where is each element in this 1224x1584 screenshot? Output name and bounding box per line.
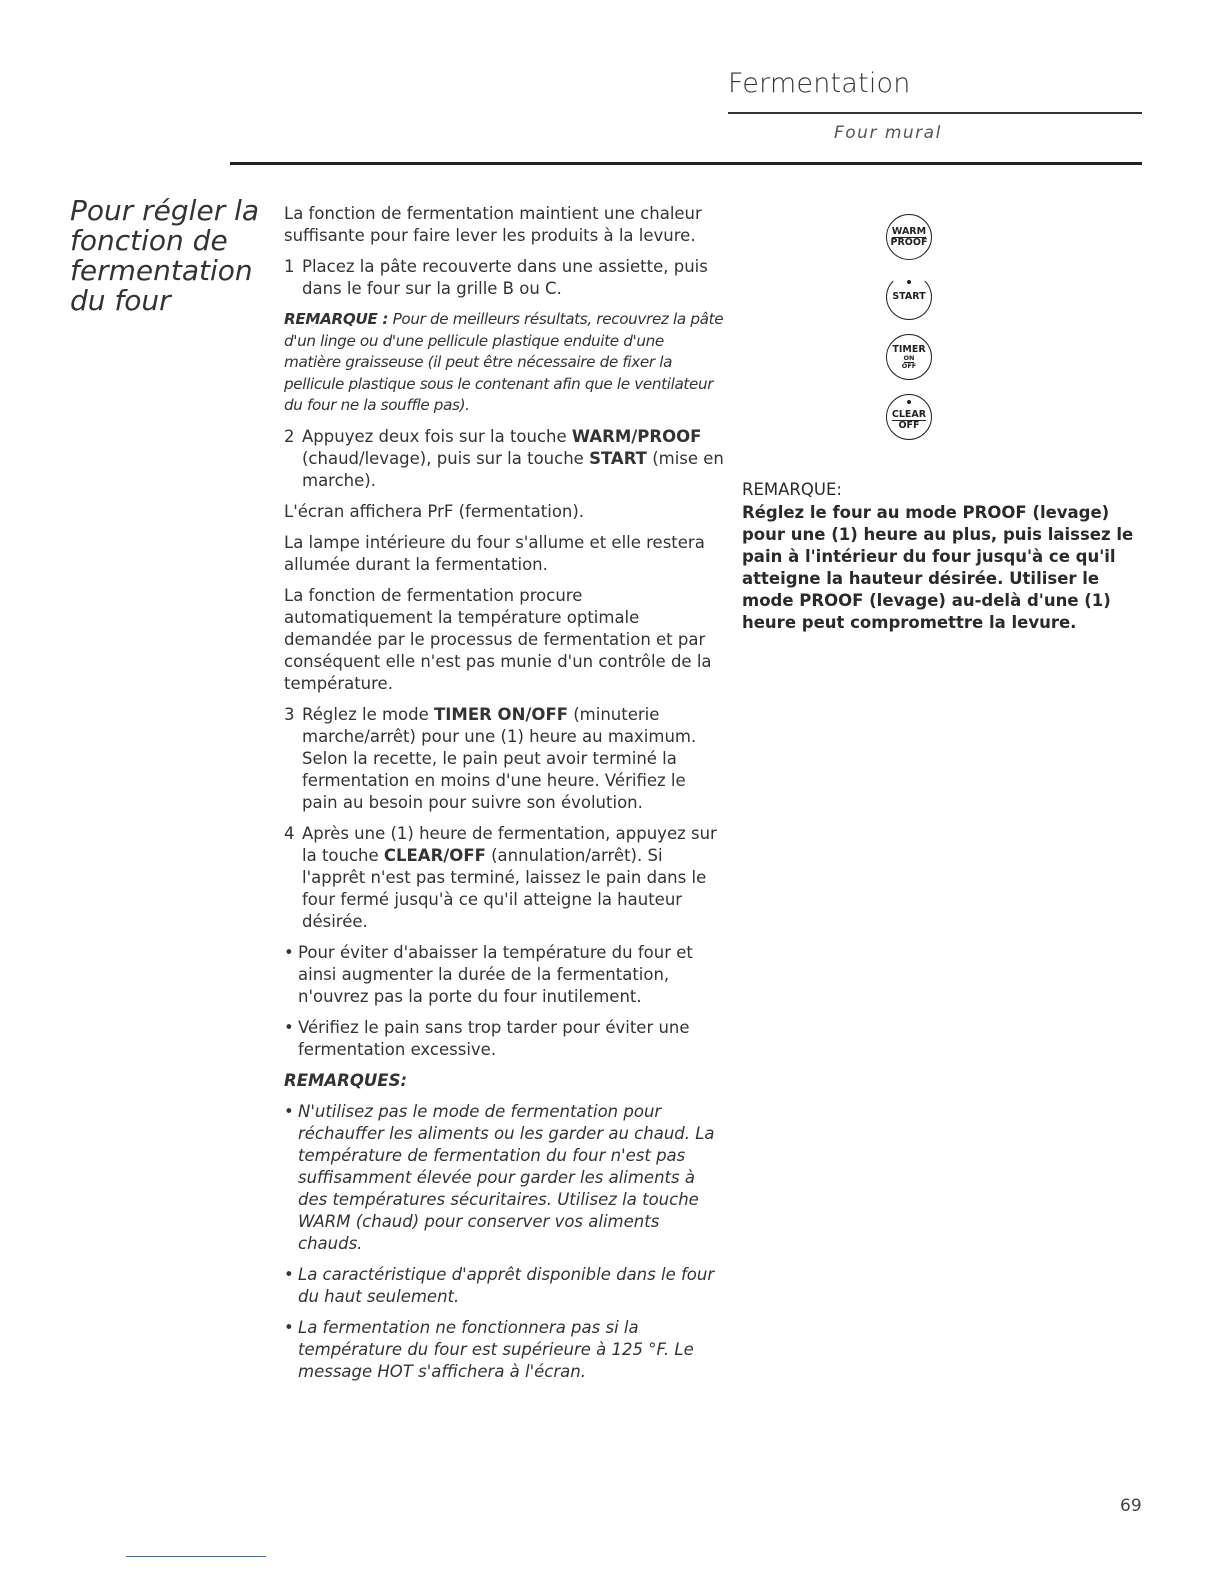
side-heading: Pour régler la fonction de fermentation du four (70, 194, 260, 317)
step-text: Après une (1) heure de fermentation, appuyez sur la touche (302, 823, 717, 865)
intro-paragraph: La fonction de fermentation maintient une chaleur suffisante pour faire lever les produits à la levure. (284, 204, 702, 245)
step-4 (284, 823, 724, 933)
key-label: START (892, 291, 926, 302)
control-keys (886, 214, 934, 454)
auto-paragraph: La fonction de fermentation procure automatiquement la température optimale demandée par le processus de fermentation et par conséquent elle n'est pas munie d'un contrôle de la température. (284, 585, 712, 693)
step-number: 1 (284, 257, 295, 276)
note-remarque (284, 309, 724, 417)
note-text: Pour de meilleurs résultats, recouvrez la pâte d'un linge ou d'une pellicule plastique enduite d'une matière graisseuse (il peut être nécessaire de fixer la pellicule plastique sous le contenant afin que le ventilateur du four ne la souffle pas). (284, 310, 724, 414)
bullet-item (284, 1017, 724, 1061)
step-text: (mise en marche). (302, 448, 724, 490)
key-warm-proof: WARM/PROOF (571, 426, 702, 446)
remarque-text: N'utilisez pas le mode de fermentation pour réchauffer les aliments ou les garder au chaud. La température de fermentation du four n'est pas suffisamment élevée pour garder les aliments à des températures sécuritaires. Utilisez la touche WARM (chaud) pour conserver vos aliments chauds. (298, 1101, 715, 1253)
step-2 (284, 426, 724, 492)
step-number: 3 (284, 704, 295, 724)
step-text: (annulation/arrêt). Si l'apprêt n'est pas terminé, laissez le pain dans le four fermé jusqu'à ce qu'il atteigne la hauteur désirée. (302, 845, 707, 931)
step-3 (284, 704, 724, 814)
remark-heading: REMARQUE: (742, 480, 842, 499)
key-timer: TIMER ON/OFF (434, 704, 568, 724)
bullet-text: Vérifiez le pain sans trop tarder pour éviter une fermentation excessive. (298, 1017, 690, 1059)
lamp-paragraph: La lampe intérieure du four s'allume et elle restera allumée durant la fermentation. (284, 532, 705, 574)
key-start: START (589, 448, 647, 468)
key-label: OFF (898, 419, 920, 431)
start-key-icon (886, 274, 932, 320)
indicator-dot-icon (907, 400, 911, 404)
bullet-item (284, 942, 724, 1008)
step-text: (chaud/levage), puis sur la touche (302, 448, 584, 468)
bullet-text: Pour éviter d'abaisser la température du four et ainsi augmenter la durée de la fermentation, n'ouvrez pas la porte du four inutilement. (298, 942, 693, 1006)
step-text: Appuyez deux fois sur la touche (302, 426, 567, 446)
footer-link-line (126, 1556, 266, 1557)
step-number: 4 (284, 823, 295, 843)
page-number: 69 (1120, 1496, 1142, 1516)
remarque-item (284, 1101, 724, 1255)
key-label: CLEAR (891, 408, 927, 420)
remarque-item (284, 1317, 724, 1383)
bullet-icon: • (284, 1264, 294, 1284)
remarque-item (284, 1264, 724, 1308)
step-text: Réglez le mode (302, 704, 429, 724)
remarques-heading: REMARQUES: (284, 1070, 408, 1090)
step-text: Placez la pâte recouverte dans une assiette, puis dans le four sur la grille B ou C. (302, 257, 708, 298)
key-label: WARM (891, 225, 927, 237)
step-text: (minuterie marche/arrêt) pour une (1) heure au maximum. Selon la recette, le pain peut avoir terminé la fermentation en moins d'une heure. Vérifiez le pain au besoin pour suivre son évolution. (302, 704, 697, 812)
remark-box (742, 479, 1137, 634)
key-clear-off: CLEAR/OFF (383, 845, 486, 865)
remarque-text: La fermentation ne fonctionnera pas si la température du four est supérieure à 125 °F. Le message HOT s'affichera à l'écran. (298, 1317, 694, 1381)
timer-key-icon (886, 334, 932, 380)
indicator-dot-icon (907, 280, 911, 284)
main-rule (230, 162, 1142, 165)
header-rule (728, 112, 1142, 114)
step-1 (284, 256, 724, 300)
key-label: TIMER (892, 343, 926, 355)
remark-body: Réglez le four au mode PROOF (levage) pour une (1) heure au plus, puis laissez le pain à l'intérieur du four jusqu'à ce qu'il atteigne la hauteur désirée. Utiliser le mode PROOF (levage) au-delà d'une (1) heure peut compromettre la levure. (742, 503, 1134, 632)
clear-off-key-icon (886, 394, 932, 440)
screen-paragraph: L'écran affichera PrF (fermentation). (284, 501, 585, 521)
note-label: REMARQUE : (284, 310, 389, 328)
instructions-column (284, 203, 724, 1392)
step-number: 2 (284, 426, 295, 446)
warm-proof-key-icon (886, 214, 932, 260)
key-label: OFF (901, 361, 917, 370)
bullet-icon: • (284, 1017, 294, 1037)
bullet-icon: • (284, 1101, 294, 1121)
key-label: PROOF (890, 236, 928, 248)
bullet-icon: • (284, 1317, 294, 1337)
key-label: ON (903, 353, 915, 362)
remarque-text: La caractéristique d'apprêt disponible dans le four du haut seulement. (298, 1264, 715, 1306)
section-subtitle: Four mural (834, 123, 942, 143)
bullet-icon: • (284, 942, 294, 962)
section-title: Fermentation (728, 68, 911, 99)
